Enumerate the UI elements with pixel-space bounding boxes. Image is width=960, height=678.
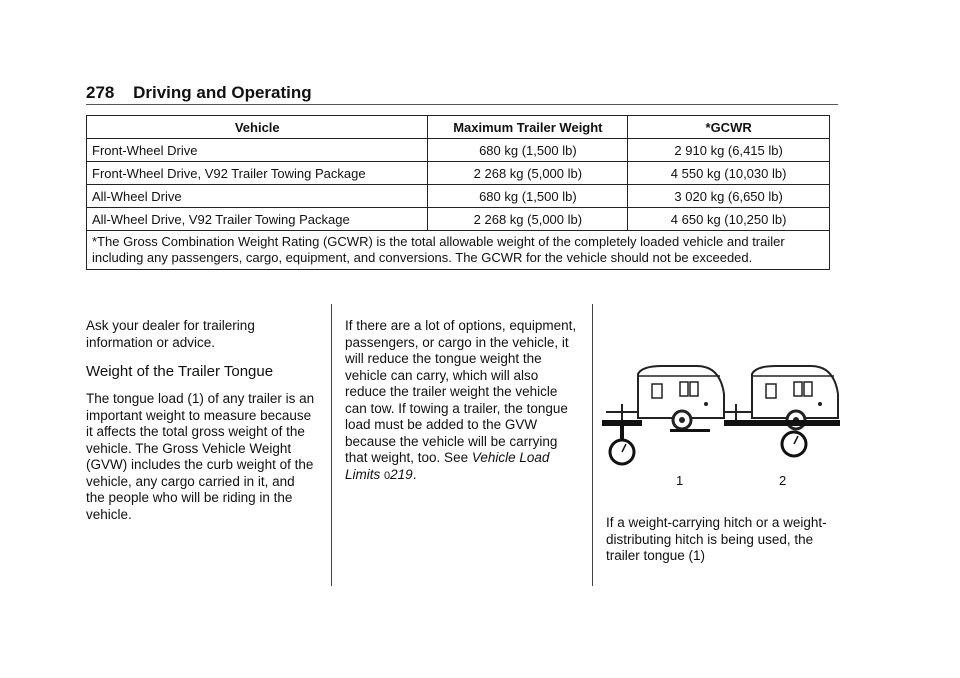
column-header-vehicle: Vehicle (87, 116, 428, 139)
page-reference-number[interactable]: 219 (390, 466, 413, 482)
paragraph-end: . (412, 466, 417, 482)
max-trailer-weight-cell: 2 268 kg (5,000 lb) (428, 162, 628, 185)
column-3 (606, 515, 836, 565)
table-row (87, 185, 830, 208)
trailer-illustration-2 (724, 366, 840, 456)
vehicle-cell: Front-Wheel Drive, V92 Trailer Towing Package (87, 162, 428, 185)
page-reference-icon: 0 (384, 469, 391, 482)
table-row (87, 162, 830, 185)
vehicle-cell: All-Wheel Drive (87, 185, 428, 208)
gcwr-cell: 3 020 kg (6,650 lb) (628, 185, 830, 208)
gcwr-cell: 4 650 kg (10,250 lb) (628, 208, 830, 231)
trailer-illustration-1 (602, 366, 724, 464)
gcwr-footnote: *The Gross Combination Weight Rating (GCWR) is the total allowable weight of the completely loaded vehicle and trailer including any passengers, cargo, equipment, and conversions. The GCWR for the vehicle should not be exceeded. (87, 231, 830, 270)
gcwr-cell: 2 910 kg (6,415 lb) (628, 139, 830, 162)
figure-label-2: 2 (779, 473, 787, 488)
vehicle-cell: Front-Wheel Drive (87, 139, 428, 162)
max-trailer-weight-cell: 680 kg (1,500 lb) (428, 185, 628, 208)
column-2 (345, 318, 580, 484)
column-header-max-trailer-weight: Maximum Trailer Weight (428, 116, 628, 139)
header-divider (86, 104, 838, 105)
figure-label-1: 1 (676, 473, 684, 488)
hitch-paragraph: If a weight-carrying hitch or a weight-distributing hitch is being used, the trailer tongue (1) (606, 515, 827, 563)
trailer-weight-table (86, 115, 830, 270)
max-trailer-weight-cell: 680 kg (1,500 lb) (428, 139, 628, 162)
section-title: Driving and Operating (133, 83, 312, 102)
trailer-tongue-weight-figure (602, 352, 842, 492)
gcwr-cell: 4 550 kg (10,030 lb) (628, 162, 830, 185)
intro-paragraph: Ask your dealer for trailering information or advice. (86, 318, 255, 350)
column-divider (592, 304, 593, 586)
tongue-weight-paragraph (345, 318, 580, 484)
table-row (87, 139, 830, 162)
page-header (86, 82, 838, 104)
vehicle-load-limits-link[interactable]: Vehicle Load Limits (345, 450, 550, 482)
column-1 (86, 318, 316, 523)
column-divider (331, 304, 332, 586)
page-number: 278 (86, 83, 115, 102)
table-header-row (87, 116, 830, 139)
column-header-gcwr: *GCWR (628, 116, 830, 139)
max-trailer-weight-cell: 2 268 kg (5,000 lb) (428, 208, 628, 231)
paragraph-text: If there are a lot of options, equipment, passengers, or cargo in the vehicle, it will reduce the tongue weight the vehicle can carry, which will also reduce the trailer weight the vehicle can tow. If towing a trailer, the tongue load must be added to the GVW because the vehicle will be carrying that weight, too. See (345, 318, 577, 465)
table-row (87, 208, 830, 231)
tongue-weight-heading: Weight of the Trailer Tongue (86, 363, 274, 380)
vehicle-cell: All-Wheel Drive, V92 Trailer Towing Package (87, 208, 428, 231)
table-footnote-row (87, 231, 830, 270)
tongue-load-paragraph: The tongue load (1) of any trailer is an important weight to measure because it affects the total gross weight of the vehicle. The Gross Vehicle Weight (GVW) includes the curb weight of the vehicle, any cargo carried in it, and the people who will be riding in the vehicle. (86, 391, 315, 522)
